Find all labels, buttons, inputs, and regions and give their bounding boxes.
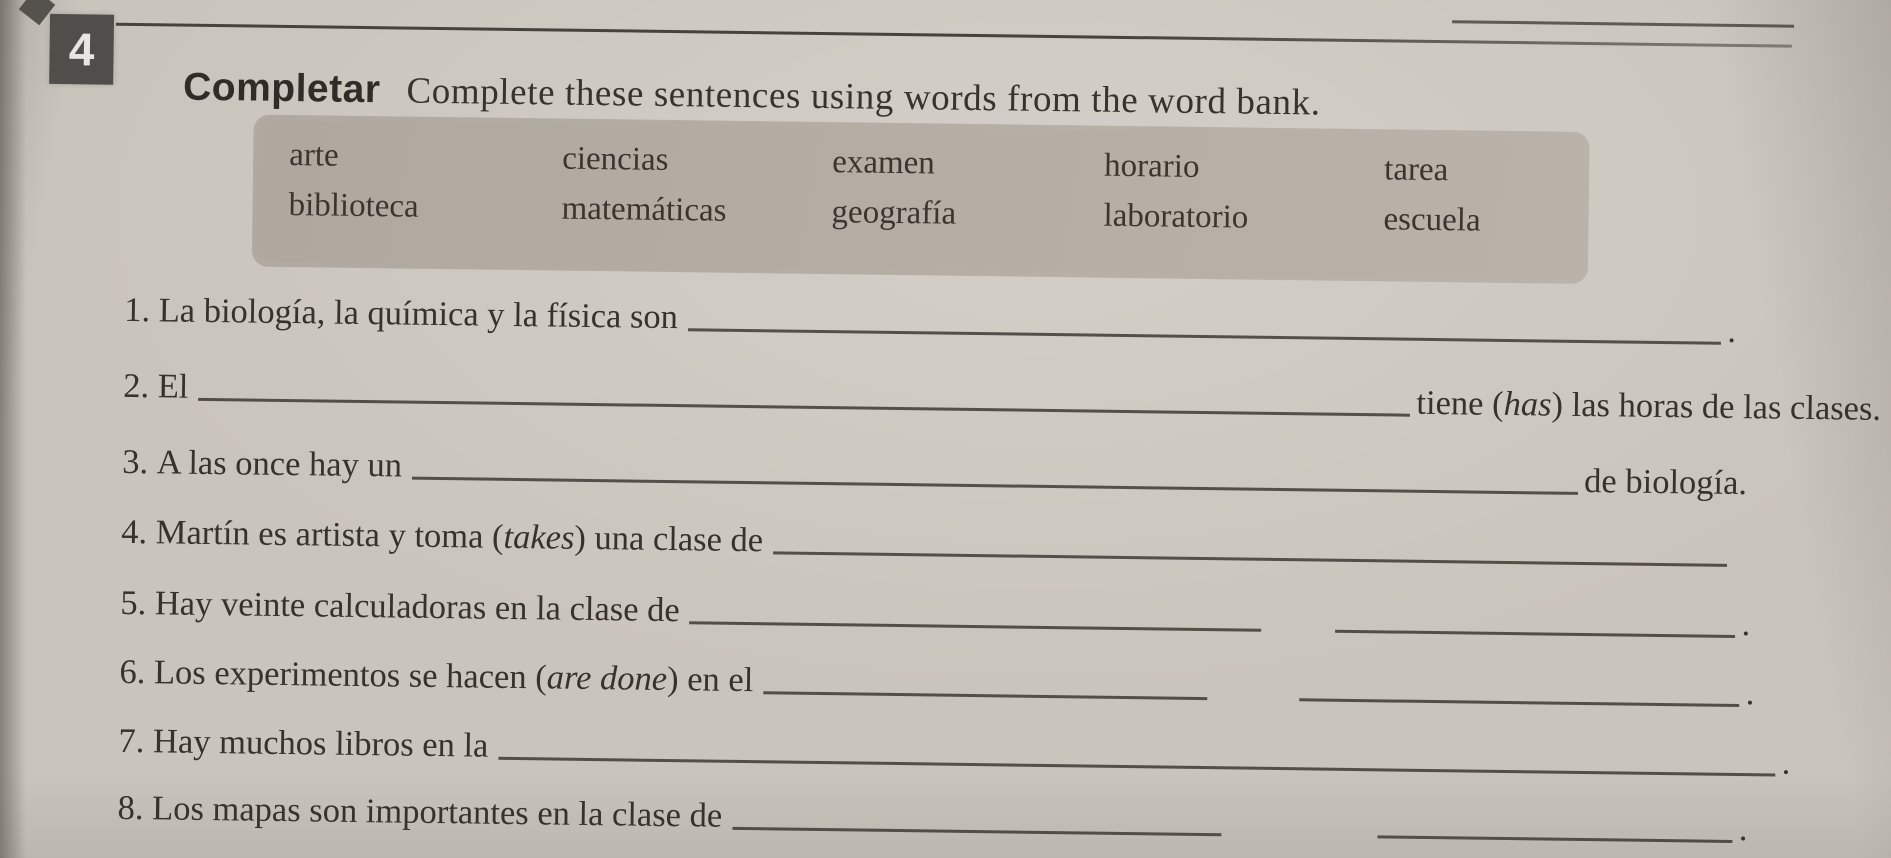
- sentence-3: [122, 443, 1747, 503]
- word-bank-row-1: [289, 137, 1569, 191]
- header-rule: [116, 23, 1792, 48]
- word-bank-item-horario: horario: [1103, 147, 1200, 185]
- sentence-8-blank-gap: [1228, 838, 1368, 844]
- sentence-1-text: La biología, la química y la física son: [158, 291, 679, 337]
- word-bank-item-biblioteca: biblioteca: [288, 187, 419, 225]
- sentence-6: [119, 653, 1754, 713]
- sentence-7-number: 7.: [118, 721, 145, 761]
- exercise-instruction: Complete these sentences using words from the word bank.: [406, 70, 1321, 124]
- sentence-7-text: Hay muchos libros en la: [152, 722, 489, 765]
- sentence-5-text: Hay veinte calculadoras en la clase de: [154, 584, 680, 630]
- exercise-number: 4: [68, 23, 95, 76]
- sentence-5-answer-blank: [690, 611, 1262, 631]
- sentence-3-number: 3.: [121, 442, 149, 482]
- word-bank-item-laboratorio: laboratorio: [1103, 197, 1249, 236]
- word-bank-item-geografia: geografía: [831, 194, 957, 232]
- sentence-1-tail: .: [1727, 311, 1737, 350]
- sentence-7: [118, 722, 1790, 783]
- sentence-2-tail-pre: tiene (: [1416, 383, 1504, 423]
- sentence-6-blank-gap: [1213, 702, 1289, 707]
- sentence-4-number: 4.: [121, 512, 148, 552]
- sentence-3-tail: de biología.: [1583, 461, 1748, 503]
- sentence-8-answer-blank: [732, 817, 1222, 836]
- sentence-8-text: Los mapas son importantes en la clase de: [151, 789, 723, 835]
- sentence-4-text-italic: takes: [503, 517, 575, 557]
- sentence-6-text-post: ) en el: [666, 660, 754, 700]
- sentence-1: [124, 291, 1736, 351]
- sentence-4-text-pre: Martín es artista y toma (: [155, 513, 504, 556]
- word-bank-item-ciencias: ciencias: [561, 140, 669, 178]
- word-bank-item-tarea: tarea: [1383, 151, 1449, 189]
- sentence-2-answer-blank: [198, 388, 1410, 417]
- sentence-4: [121, 513, 1733, 573]
- sentence-4-text-post: ) una clase de: [574, 518, 764, 560]
- word-bank-item-matematicas: matemáticas: [561, 190, 727, 229]
- sentence-5-blank-gap: [1267, 634, 1325, 639]
- sentence-7-answer-blank: [498, 747, 1776, 777]
- sentence-1-number: 1.: [123, 290, 151, 330]
- word-bank-item-escuela: escuela: [1383, 201, 1481, 239]
- sentence-7-tail: .: [1781, 743, 1791, 782]
- sentence-3-text: A las once hay un: [156, 443, 403, 485]
- sentence-6-text-pre: Los experimentos se hacen (: [153, 653, 547, 697]
- sentence-6-answer-blank: [763, 681, 1208, 700]
- sentence-2-tail-post: ) las horas de las clases.: [1551, 385, 1882, 428]
- sentence-8-number: 8.: [117, 788, 144, 828]
- sentence-8-tail: .: [1738, 810, 1748, 849]
- sentence-8: [117, 789, 1747, 849]
- previous-exercise-blank-line: [1452, 20, 1794, 27]
- word-bank-item-examen: examen: [831, 144, 936, 182]
- sentence-6-tail: .: [1745, 674, 1755, 713]
- sentence-5-number: 5.: [120, 583, 147, 623]
- word-bank-row-2: [288, 187, 1568, 241]
- sentence-2-number: 2.: [122, 366, 150, 406]
- sentence-3-answer-blank: [412, 467, 1578, 495]
- sentence-5: [120, 584, 1750, 644]
- sentence-2-text: El: [157, 367, 189, 406]
- sentence-8-answer-blank-2: [1378, 825, 1733, 843]
- sentence-2: [123, 367, 1881, 429]
- page-left-edge-shadow: [0, 0, 26, 858]
- sentence-4-answer-blank: [773, 541, 1727, 566]
- sentence-1-answer-blank: [688, 318, 1722, 345]
- sentence-6-number: 6.: [119, 652, 146, 692]
- exercise-number-badge: [49, 14, 114, 85]
- exercise-title: Completar: [182, 65, 381, 112]
- word-bank: [252, 115, 1590, 284]
- sentence-2-tail-italic: has: [1503, 384, 1552, 424]
- sentence-5-answer-blank-2: [1335, 620, 1735, 638]
- sentence-5-tail: .: [1741, 605, 1751, 644]
- sentence-6-text-italic: are done: [546, 658, 668, 699]
- sentence-6-answer-blank-2: [1300, 688, 1740, 707]
- word-bank-item-arte: arte: [289, 137, 339, 174]
